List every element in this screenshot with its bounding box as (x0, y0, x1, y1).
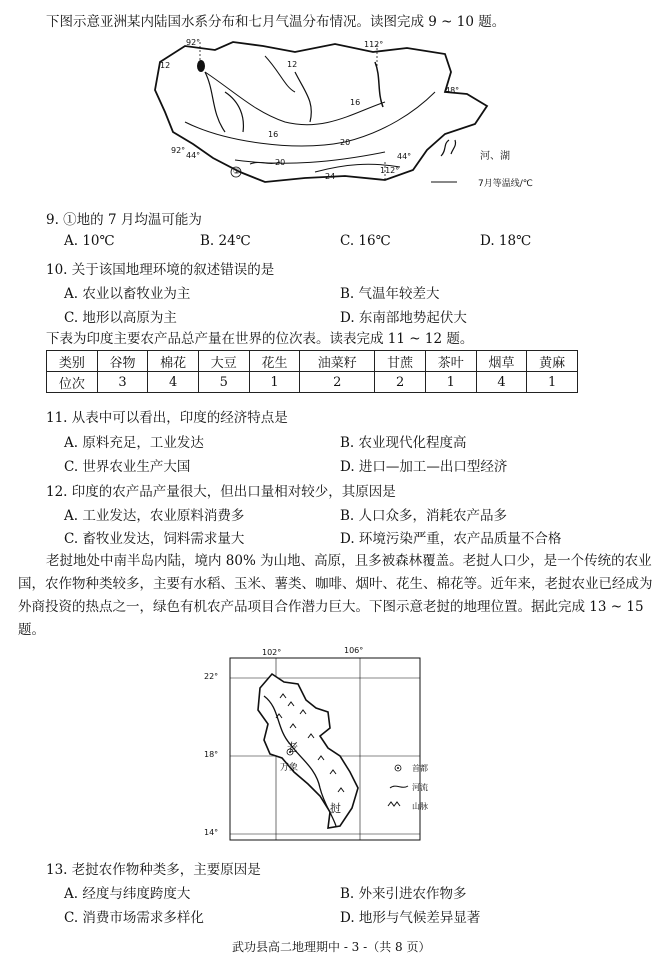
intro-11-12: 下表为印度主要农产品总产量在世界的位次表。读表完成 11 ~ 12 题。 (46, 331, 474, 347)
q13-option-d: D. 地形与气候差异显著 (340, 910, 481, 926)
intro-13-15: 老挝地处中南半岛内陆，境内 80% 为山地、高原，且多被森林覆盖。老挝人口少，是一个传统的农业国，农作物种类较多，主要有水稻、玉米、薯类、咖啡、烟叶、花生、棉花等。近年来，老挝农业已经成为外商投资的热点之一，绿色有机农产品项目合作潜力巨大。下图示意老挝的地理位置。据此完成 13 ~ 15 题。 (18, 553, 653, 638)
isotherm-12b: 12 (287, 60, 298, 69)
table-cell: 位次 (47, 372, 98, 393)
q13-option-c: C. 消费市场需求多样化 (64, 910, 204, 926)
india-rank-table (46, 350, 578, 393)
table-cell: 4 (148, 372, 199, 393)
circled-2-label: ② (233, 167, 241, 176)
table-cell: 4 (476, 372, 527, 393)
isotherm-16b: 16 (268, 130, 279, 139)
table-cell: 黄麻 (527, 351, 578, 372)
q12-option-b: B. 人口众多，消耗农产品多 (340, 508, 508, 524)
lon-label-92: 92° (186, 38, 201, 47)
q11-option-c: C. 世界农业生产大国 (64, 459, 191, 475)
isotherm-24: 24 (325, 172, 336, 181)
lat-label-22: 22° (204, 672, 219, 681)
table-cell: 1 (527, 372, 578, 393)
table-cell: 甘蔗 (375, 351, 426, 372)
country-char-wo: 挝 (330, 802, 341, 815)
q10-stem: 10. 关于该国地理环境的叙述错误的是 (46, 262, 275, 278)
q9-option-c: C. 16℃ (340, 233, 391, 249)
legend-isotherm-label: 7月等温线/℃ (478, 179, 533, 189)
q12-option-a: A. 工业发达，农业原料消费多 (64, 508, 245, 524)
lat-label-44-right: 44° (397, 152, 412, 161)
capital-label: 万象 (280, 763, 299, 773)
table-cell: 类别 (47, 351, 98, 372)
isotherm-20a: 20 (340, 138, 351, 147)
q9-option-a: A. 10℃ (64, 233, 115, 249)
q9-stem: 9. ①地的 7 月均温可能为 (46, 212, 202, 228)
table-cell: 大豆 (198, 351, 249, 372)
table-cell: 棉花 (148, 351, 199, 372)
legend-capital-label: 首都 (412, 764, 428, 773)
intro-9-10: 下图示意亚洲某内陆国水系分布和七月气温分布情况。读图完成 9 ~ 10 题。 (46, 14, 506, 30)
legend-mountain-label: 山脉 (412, 802, 428, 811)
table-cell: 3 (97, 372, 148, 393)
lon-label-92-bottom: 92° (171, 146, 186, 155)
table-cell: 烟草 (476, 351, 527, 372)
q13-stem: 13. 老挝农作物种类多，主要原因是 (46, 862, 261, 878)
table-row (47, 372, 578, 393)
table-cell: 油菜籽 (300, 351, 375, 372)
lat-label-44-left: 44° (186, 151, 201, 160)
q9-option-d: D. 18℃ (480, 233, 532, 249)
table-cell: 2 (375, 372, 426, 393)
q11-option-b: B. 农业现代化程度高 (340, 435, 467, 451)
q12-stem: 12. 印度的农产品产量很大，但出口量相对较少，其原因是 (46, 484, 396, 500)
isotherm-12a: 12 (160, 61, 171, 70)
legend-river-label: 河流 (412, 783, 428, 792)
q10-option-a: A. 农业以畜牧业为主 (64, 286, 191, 302)
lon-label-102: 102° (262, 648, 282, 657)
q9-option-b: B. 24℃ (200, 233, 251, 249)
q10-option-c: C. 地形以高原为主 (64, 310, 177, 326)
q11-option-d: D. 进口—加工—出口型经济 (340, 459, 508, 475)
table-cell: 2 (300, 372, 375, 393)
table-cell: 花生 (249, 351, 300, 372)
q11-stem: 11. 从表中可以看出，印度的经济特点是 (46, 410, 288, 426)
isotherm-20b: 20 (275, 158, 286, 167)
q10-option-b: B. 气温年较差大 (340, 286, 440, 302)
lon-label-106: 106° (344, 646, 364, 655)
q13-option-b: B. 外来引进农作物多 (340, 886, 467, 902)
legend-river-label: 河、湖 (480, 151, 510, 162)
lat-label-14: 14° (204, 828, 219, 837)
table-cell: 5 (198, 372, 249, 393)
q12-option-d: D. 环境污染严重，农产品质量不合格 (340, 531, 562, 547)
q12-option-c: C. 畜牧业发达，饲料需求量大 (64, 531, 245, 547)
isotherm-16a: 16 (350, 98, 361, 107)
q11-option-a: A. 原料充足，工业发达 (64, 435, 204, 451)
page-footer: 武功县高二地理期中 - 3 -（共 8 页） (232, 940, 431, 954)
country-char-lao: 老 (287, 741, 298, 754)
lon-label-112: 112° (364, 40, 384, 49)
lat-label-18: 18° (204, 750, 219, 759)
table-cell: 1 (249, 372, 300, 393)
table-cell: 茶叶 (425, 351, 476, 372)
table-header-row (47, 351, 578, 372)
q10-option-d: D. 东南部地势起伏大 (340, 310, 467, 326)
lon-label-112-bottom: 112° (380, 166, 400, 175)
table-cell: 1 (425, 372, 476, 393)
lat-label-48: 48° (445, 86, 460, 95)
q13-option-a: A. 经度与纬度跨度大 (64, 886, 191, 902)
table-cell: 谷物 (97, 351, 148, 372)
